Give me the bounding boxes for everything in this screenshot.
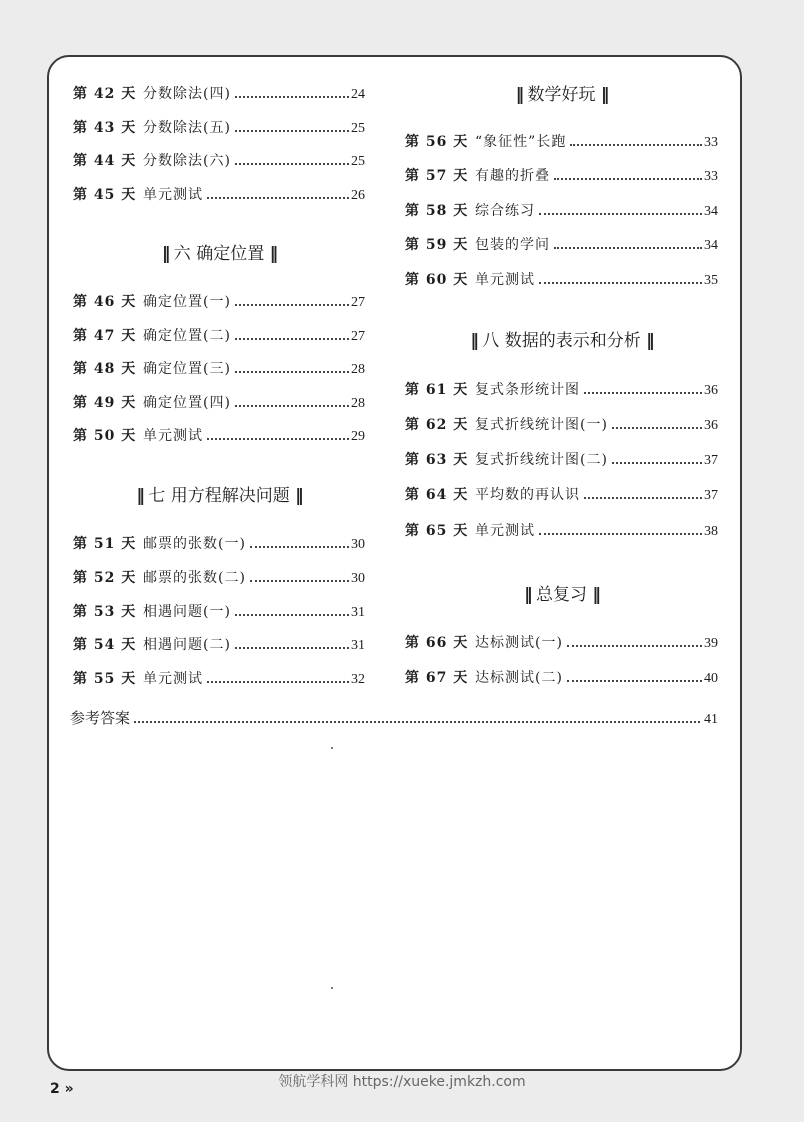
leader-dots <box>567 645 702 647</box>
leader-dots <box>554 178 702 180</box>
section-bar: ‖ <box>470 331 477 351</box>
toc-entry[interactable] <box>73 83 365 105</box>
toc-page: 34 <box>704 204 718 219</box>
toc-day: 第 58 天 <box>405 203 469 219</box>
toc-day: 第 44 天 <box>73 153 137 169</box>
toc-entry[interactable] <box>405 667 718 689</box>
toc-page: 29 <box>351 429 365 444</box>
leader-dots <box>235 304 349 306</box>
toc-day: 第 52 天 <box>73 570 137 586</box>
toc-title: 分数除法(四) <box>143 86 231 102</box>
toc-day: 第 59 天 <box>405 237 469 253</box>
page-number: 2 » <box>50 1081 74 1097</box>
toc-entry[interactable] <box>73 184 365 206</box>
leader-dots <box>539 213 702 215</box>
toc-title: 达标测试(二) <box>475 670 563 686</box>
toc-day: 第 51 天 <box>73 536 137 552</box>
toc-day: 第 60 天 <box>405 272 469 288</box>
section-heading-8 <box>405 328 718 354</box>
toc-title: 分数除法(六) <box>143 153 231 169</box>
toc-day: 第 49 天 <box>73 395 137 411</box>
toc-entry[interactable] <box>73 533 365 555</box>
toc-title: 包装的学问 <box>475 237 550 253</box>
toc-entry[interactable] <box>405 632 718 654</box>
section-bar: ‖ <box>515 85 523 105</box>
toc-page: 30 <box>351 571 365 586</box>
leader-dots <box>584 497 702 499</box>
toc-page: 34 <box>704 238 718 253</box>
section-heading-7 <box>73 483 365 509</box>
section-title: 八 数据的表示和分析 <box>482 331 641 351</box>
leader-dots <box>250 546 349 548</box>
toc-page: 35 <box>704 273 718 288</box>
toc-page: 27 <box>351 329 365 344</box>
toc-day: 第 46 天 <box>73 294 137 310</box>
leader-dots <box>554 247 702 249</box>
leader-dots <box>539 282 702 284</box>
leader-dots <box>584 392 702 394</box>
toc-page: 36 <box>704 418 718 433</box>
leader-dots <box>235 338 349 340</box>
toc-title: 确定位置(四) <box>143 395 231 411</box>
answers-page: 41 <box>704 712 718 727</box>
toc-page: 26 <box>351 188 365 203</box>
toc-entry[interactable] <box>73 425 365 447</box>
toc-page: 31 <box>351 605 365 620</box>
toc-title: 综合练习 <box>475 203 535 219</box>
toc-entry[interactable] <box>73 601 365 623</box>
leader-dots <box>612 462 702 464</box>
toc-page: 36 <box>704 383 718 398</box>
toc-page: 37 <box>704 453 718 468</box>
toc-entry[interactable] <box>405 200 718 222</box>
toc-title: 单元测试 <box>475 272 535 288</box>
toc-entry[interactable] <box>73 668 365 690</box>
toc-day: 第 42 天 <box>73 86 137 102</box>
toc-page: 28 <box>351 396 365 411</box>
leader-dots <box>235 371 349 373</box>
toc-title: 确定位置(二) <box>143 328 231 344</box>
toc-day: 第 45 天 <box>73 187 137 203</box>
toc-day: 第 65 天 <box>405 523 469 539</box>
answers-title: 参考答案 <box>70 709 131 727</box>
leader-dots <box>539 533 702 535</box>
toc-day: 第 56 天 <box>405 134 469 150</box>
section-heading-6 <box>73 241 365 267</box>
toc-page: 25 <box>351 121 365 136</box>
toc-title: 单元测试 <box>143 671 203 687</box>
leader-dots <box>235 163 349 165</box>
leader-dots <box>235 96 349 98</box>
toc-day: 第 43 天 <box>73 120 137 136</box>
toc-entry[interactable] <box>73 358 365 380</box>
toc-entry[interactable] <box>73 150 365 172</box>
leader-dots <box>235 647 349 649</box>
toc-title: 平均数的再认识 <box>475 487 580 503</box>
leader-dots <box>134 721 700 723</box>
toc-day: 第 64 天 <box>405 487 469 503</box>
toc-day: 第 67 天 <box>405 670 469 686</box>
toc-page: 28 <box>351 362 365 377</box>
section-heading-review <box>405 582 718 608</box>
toc-title: 复式条形统计图 <box>475 382 580 398</box>
leader-dots <box>207 438 349 440</box>
section-title: 总复习 <box>536 585 587 605</box>
leader-dots <box>570 144 702 146</box>
toc-title: 确定位置(一) <box>143 294 231 310</box>
toc-day: 第 50 天 <box>73 428 137 444</box>
section-bar: ‖ <box>646 331 653 351</box>
leader-dots <box>235 614 349 616</box>
toc-page: 33 <box>704 169 718 184</box>
leader-dots <box>250 580 349 582</box>
section-bar: ‖ <box>136 486 143 506</box>
toc-entry[interactable] <box>73 291 365 313</box>
toc-entry[interactable] <box>73 634 365 656</box>
leader-dots <box>207 197 349 199</box>
toc-title: 单元测试 <box>475 523 535 539</box>
toc-entry[interactable] <box>73 567 365 589</box>
toc-entry[interactable] <box>405 379 718 401</box>
toc-page: 25 <box>351 154 365 169</box>
toc-title: 确定位置(三) <box>143 361 231 377</box>
toc-page: 37 <box>704 488 718 503</box>
toc-title: 复式折线统计图(二) <box>475 452 608 468</box>
leader-dots <box>235 405 349 407</box>
toc-day: 第 57 天 <box>405 168 469 184</box>
toc-title: 相遇问题(一) <box>143 604 231 620</box>
leader-dots <box>235 130 349 132</box>
toc-title: 邮票的张数(二) <box>143 570 246 586</box>
scan-speck <box>331 987 333 989</box>
toc-day: 第 47 天 <box>73 328 137 344</box>
toc-entry[interactable] <box>405 449 718 471</box>
section-bar: ‖ <box>269 244 277 264</box>
toc-day: 第 63 天 <box>405 452 469 468</box>
toc-title: 相遇问题(二) <box>143 637 231 653</box>
toc-title: 分数除法(五) <box>143 120 231 136</box>
section-heading-fun <box>405 82 718 108</box>
section-title: 数学好玩 <box>527 85 596 105</box>
toc-title: 邮票的张数(一) <box>143 536 246 552</box>
toc-page: 38 <box>704 524 718 539</box>
toc-title: “象征性”长跑 <box>475 134 567 150</box>
toc-entry[interactable] <box>405 131 718 153</box>
section-title: 六 确定位置 <box>173 244 265 264</box>
watermark: 领航学科网 https://xueke.jmkzh.com <box>278 1074 526 1090</box>
toc-page: 33 <box>704 135 718 150</box>
toc-entry[interactable] <box>73 117 365 139</box>
toc-entry[interactable] <box>73 392 365 414</box>
toc-day: 第 53 天 <box>73 604 137 620</box>
toc-entry[interactable] <box>405 484 718 506</box>
section-bar: ‖ <box>295 486 302 506</box>
toc-page: 32 <box>351 672 365 687</box>
toc-day: 第 55 天 <box>73 671 137 687</box>
toc-entry[interactable] <box>73 325 365 347</box>
section-title: 七 用方程解决问题 <box>148 486 290 506</box>
toc-entry[interactable] <box>405 165 718 187</box>
scan-speck <box>331 747 333 749</box>
toc-page: 40 <box>704 671 718 686</box>
toc-day: 第 61 天 <box>405 382 469 398</box>
toc-title: 有趣的折叠 <box>475 168 550 184</box>
toc-day: 第 66 天 <box>405 635 469 651</box>
toc-entry-answers[interactable] <box>70 707 718 729</box>
toc-entry[interactable] <box>405 414 718 436</box>
toc-page: 27 <box>351 295 365 310</box>
toc-title: 单元测试 <box>143 187 203 203</box>
toc-page: 39 <box>704 636 718 651</box>
section-bar: ‖ <box>524 585 531 605</box>
toc-page: 31 <box>351 638 365 653</box>
leader-dots <box>612 427 702 429</box>
section-bar: ‖ <box>592 585 599 605</box>
section-bar: ‖ <box>161 244 169 264</box>
toc-day: 第 54 天 <box>73 637 137 653</box>
toc-page: 30 <box>351 537 365 552</box>
section-bar: ‖ <box>600 85 608 105</box>
toc-entry[interactable] <box>405 269 718 291</box>
toc-title: 单元测试 <box>143 428 203 444</box>
toc-day: 第 48 天 <box>73 361 137 377</box>
leader-dots <box>207 681 349 683</box>
toc-title: 达标测试(一) <box>475 635 563 651</box>
toc-title: 复式折线统计图(一) <box>475 417 608 433</box>
toc-page: 24 <box>351 87 365 102</box>
toc-day: 第 62 天 <box>405 417 469 433</box>
toc-entry[interactable] <box>405 520 718 542</box>
leader-dots <box>567 680 702 682</box>
toc-entry[interactable] <box>405 234 718 256</box>
